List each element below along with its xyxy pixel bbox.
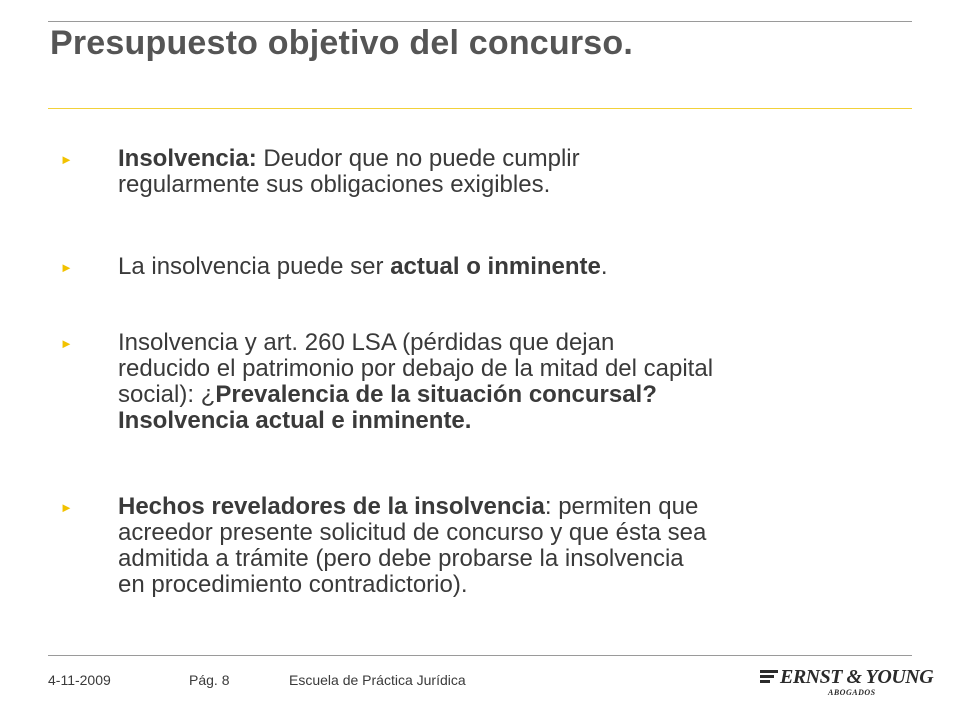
bullet-text-part: Deudor que no puede cumplir	[256, 145, 580, 172]
bullet-text-part: .	[600, 253, 608, 280]
bullet-text-part: admitida a trámite (pero debe probarse la insolvencia	[118, 545, 684, 572]
logo-name: ERNST & YOUNG	[780, 666, 934, 688]
logo-mark-icon	[760, 670, 778, 686]
top-divider	[48, 21, 912, 22]
bullet-text-part: regularmente sus obligaciones exigibles.	[118, 171, 551, 198]
bullet-bold-term: Hechos reveladores de la insolvencia	[118, 493, 545, 520]
footer-divider	[48, 655, 912, 656]
bullet-bold-term: Insolvencia actual e inminente.	[118, 407, 472, 434]
bullet-text	[118, 146, 918, 198]
bullet-text-part: en procedimiento contradictorio).	[118, 571, 468, 598]
bullet-icon: ►	[60, 336, 73, 351]
bullet-text-part: social): ¿	[118, 381, 216, 408]
bullet-bold-term: actual o inminente	[390, 253, 601, 280]
ernst-young-logo	[760, 664, 934, 700]
bullet-text-part: acreedor presente solicitud de concurso y que ésta sea	[118, 519, 707, 546]
footer-page-number: Pág. 8	[189, 672, 230, 688]
bullet-text-part: La insolvencia puede ser	[118, 253, 391, 280]
footer-date: 4-11-2009	[48, 672, 111, 688]
slide-title: Presupuesto objetivo del concurso.	[50, 24, 634, 62]
bullet-text	[118, 330, 918, 434]
bullet-text-part: : permiten que	[544, 493, 699, 520]
bullet-bold-term: Prevalencia de la situación concursal?	[215, 381, 657, 408]
bullet-text-part: Insolvencia y art. 260 LSA (pérdidas que dejan	[118, 329, 615, 356]
bullet-text	[118, 494, 918, 598]
bullet-bold-term: Insolvencia:	[118, 145, 257, 172]
bullet-icon: ►	[60, 152, 73, 167]
title-divider	[48, 108, 912, 109]
bullet-icon: ►	[60, 260, 73, 275]
bullet-icon: ►	[60, 500, 73, 515]
footer-school-name: Escuela de Práctica Jurídica	[289, 672, 466, 688]
bullet-text	[118, 254, 918, 280]
logo-subtitle: ABOGADOS	[828, 688, 876, 697]
bullet-text-part: reducido el patrimonio por debajo de la mitad del capital	[118, 355, 714, 382]
